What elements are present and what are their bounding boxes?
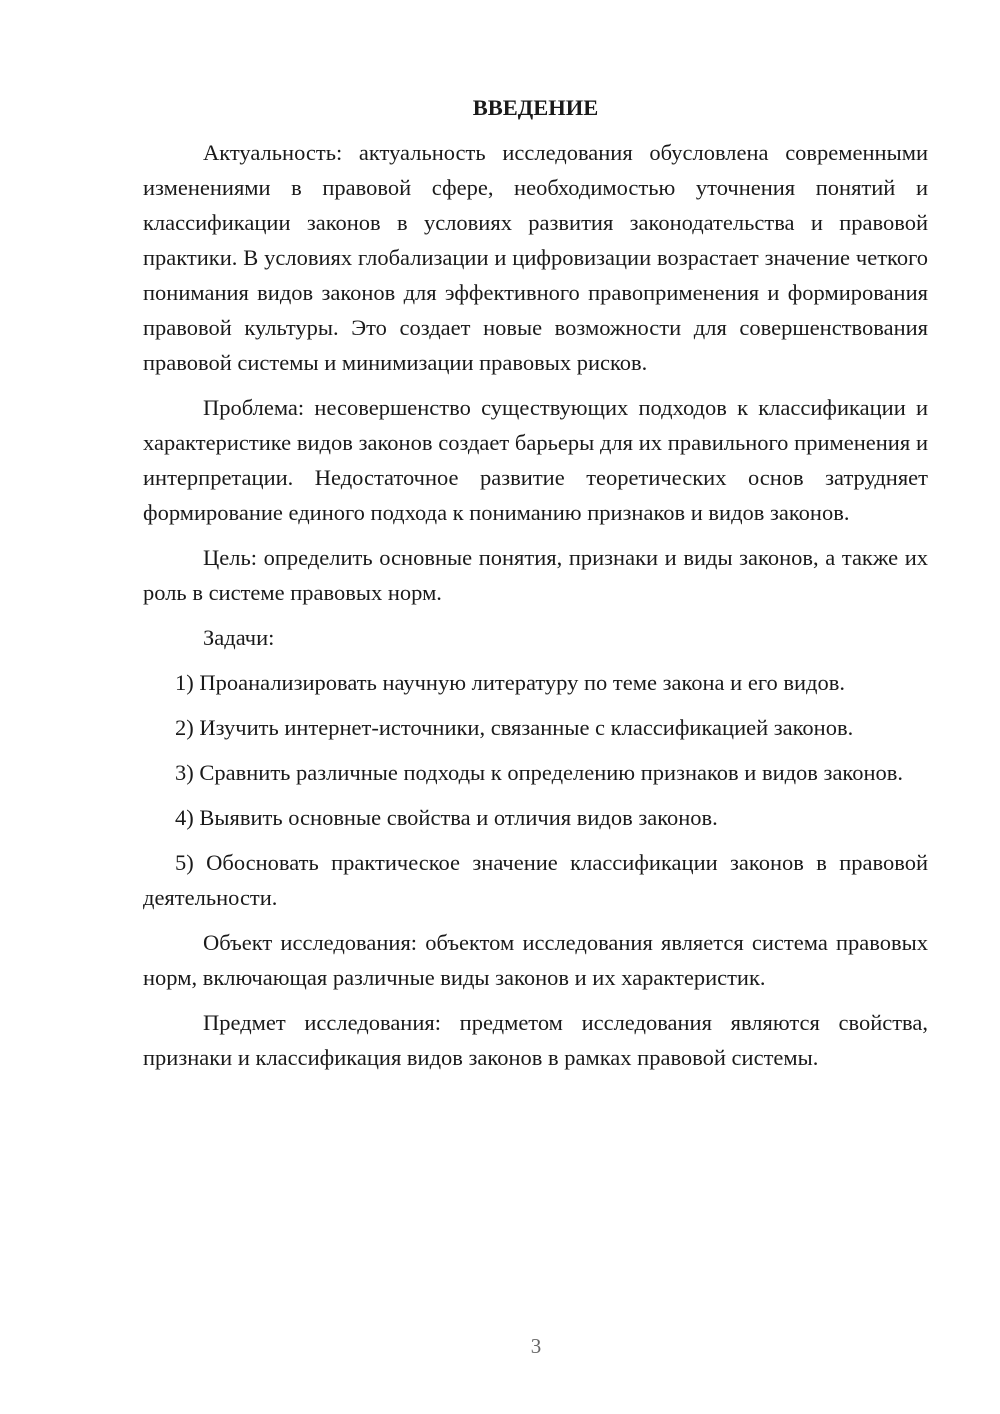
task-item: 1) Проанализировать научную литературу по теме закона и его видов. xyxy=(175,670,845,695)
task-item: 2) Изучить интернет-источники, связанные с классификацией законов. xyxy=(175,715,854,740)
paragraph-tasks-heading: Задачи: xyxy=(203,625,275,650)
paragraph-goal: Цель: определить основные понятия, признаки и виды законов, а также их роль в системе правовых норм. xyxy=(143,545,928,605)
task-item: 4) Выявить основные свойства и отличия видов законов. xyxy=(175,805,718,830)
section-title: ВВЕДЕНИЕ xyxy=(472,95,599,120)
page-number: 3 xyxy=(530,1334,542,1358)
paragraph-subject: Предмет исследования: предметом исследования являются свойства, признаки и классификация видов законов в рамках правовой системы. xyxy=(143,1010,928,1070)
paragraph-object: Объект исследования: объектом исследования является система правовых норм, включающая различные виды законов и их характеристик. xyxy=(143,930,928,990)
task-item: 5) Обосновать практическое значение классификации законов в правовой деятельности. xyxy=(143,850,928,910)
task-item: 3) Сравнить различные подходы к определению признаков и видов законов. xyxy=(175,760,904,785)
paragraph-relevance: Актуальность: актуальность исследования обусловлена современными изменениями в правовой сфере, необходимостью уточнения понятий и классификации законов в условиях развития законодательства и правовой практики. В условиях глобализации и цифровизации возрастает значение четкого понимания видов законов для эффективного правоприменения и формирования правовой культуры. Это создает новые возможности для совершенствования правовой системы и минимизации правовых рисков. xyxy=(143,140,928,375)
paragraph-problem: Проблема: несовершенство существующих подходов к классификации и характеристике видов законов создает барьеры для их правильного применения и интерпретации. Недостаточное развитие теоретических основ затрудняет формирование единого подхода к пониманию признаков и видов законов. xyxy=(143,395,928,525)
page-content xyxy=(143,90,928,1085)
